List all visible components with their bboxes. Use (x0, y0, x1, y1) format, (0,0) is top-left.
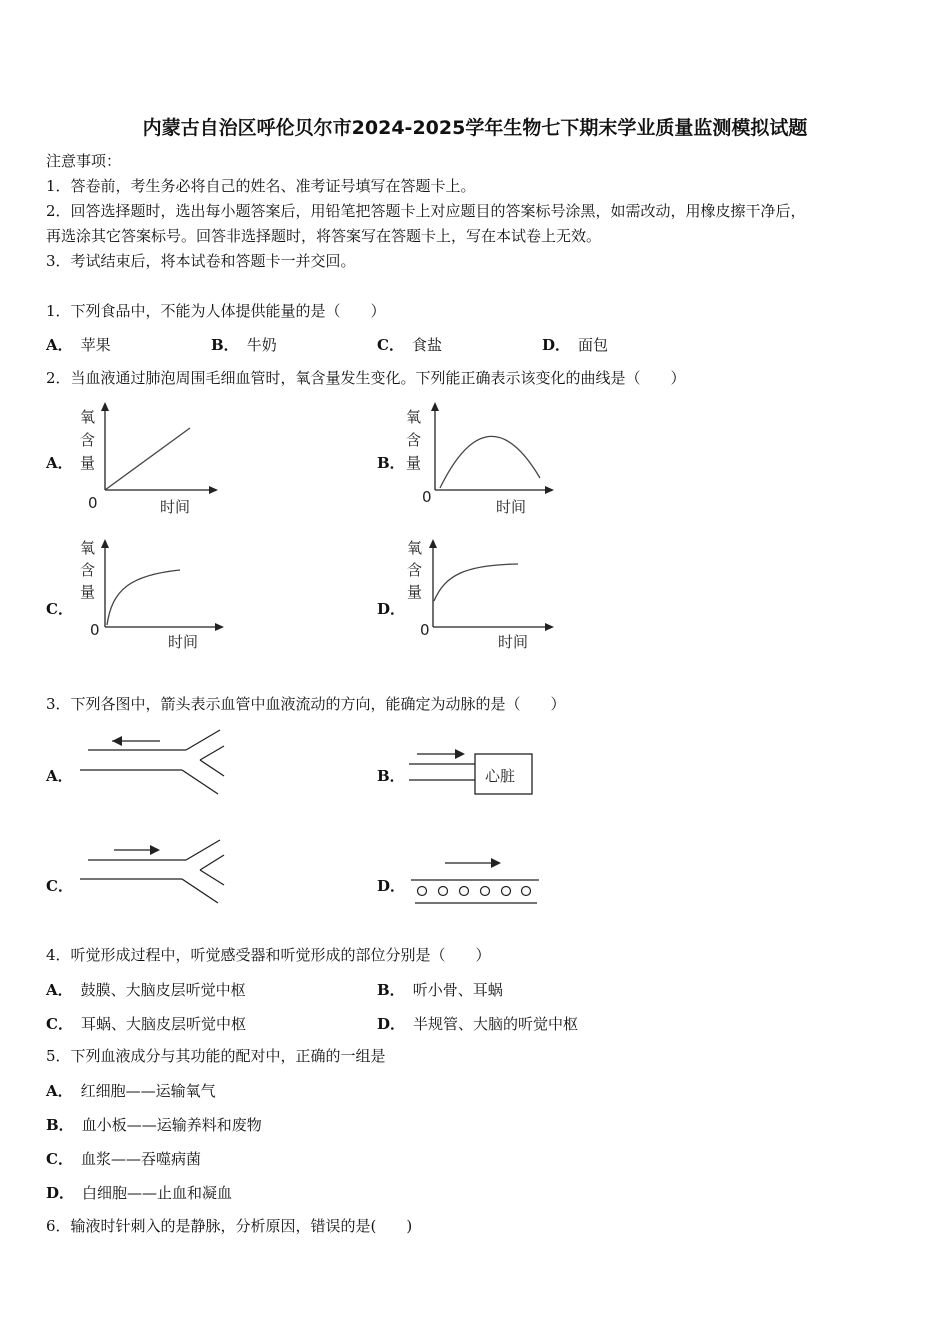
question-1-stem: 1．下列食品中，不能为人体提供能量的是（ ） (46, 302, 386, 320)
y-axis-label-char: 含 (80, 561, 96, 579)
x-axis-label: 时间 (496, 498, 527, 516)
heart-label: 心脏 (485, 767, 516, 785)
oxygen-curve (440, 436, 540, 488)
q5-option-a: A． 红细胞——运输氧气 (46, 1082, 216, 1100)
q1-option-b: B． 牛奶 (211, 336, 277, 354)
question-2-stem: 2．当血液通过肺泡周围毛细血管时，氧含量发生变化。下列能正确表示该变化的曲线是（ ） (46, 369, 686, 387)
q3-vessel-a (76, 728, 236, 798)
q3-option-b-label: B． (377, 767, 405, 785)
q2-graph-d (400, 535, 570, 660)
q3-option-c-label: C． (46, 877, 73, 895)
blood-cell (418, 887, 427, 896)
y-axis-label-char: 含 (80, 431, 96, 449)
q2-option-a-label: A． (46, 454, 73, 472)
y-axis-label-char: 量 (80, 583, 96, 601)
notice-item: 1．答卷前，考生务必将自己的姓名、准考证号填写在答题卡上。 (46, 177, 476, 195)
y-axis-label-char: 量 (406, 454, 422, 472)
q2-option-d-label: D． (377, 600, 406, 618)
q1-option-d: D． 面包 (542, 336, 609, 354)
question-5-stem: 5．下列血液成分与其功能的配对中，正确的一组是 (46, 1047, 386, 1065)
y-axis-label-char: 含 (406, 431, 422, 449)
q2-graph-c (70, 535, 240, 660)
oxygen-curve (434, 564, 518, 601)
x-axis-label: 时间 (498, 633, 529, 651)
origin-label: 0 (90, 621, 100, 639)
q3-option-d-label: D． (377, 877, 406, 895)
q2-option-c-label: C． (46, 600, 73, 618)
question-3-stem: 3．下列各图中，箭头表示血管中血液流动的方向，能确定为动脉的是（ ） (46, 695, 566, 713)
q5-option-d: D． 白细胞——止血和凝血 (46, 1184, 233, 1202)
q1-option-a: A． 苹果 (46, 336, 111, 354)
x-axis-label: 时间 (160, 498, 191, 516)
q3-vessel-b (405, 742, 545, 802)
q4-option-a: A． 鼓膜、大脑皮层听觉中枢 (46, 981, 246, 999)
question-4-stem: 4．听觉形成过程中，听觉感受器和听觉形成的部位分别是（ ） (46, 946, 491, 964)
q3-option-a-label: A． (46, 767, 73, 785)
origin-label: 0 (88, 494, 98, 512)
y-axis-label-char: 量 (407, 583, 423, 601)
notice-heading: 注意事项： (46, 152, 122, 170)
y-axis-label-char: 氧 (80, 539, 96, 557)
origin-label: 0 (422, 488, 432, 506)
oxygen-curve (105, 428, 190, 490)
notice-item: 再选涂其它答案标号。回答非选择题时，将答案写在答题卡上，写在本试卷上无效。 (46, 227, 602, 245)
q2-graph-b (400, 400, 570, 525)
y-axis-label-char: 氧 (80, 408, 96, 426)
blood-cell (460, 887, 469, 896)
oxygen-curve (107, 570, 180, 625)
x-axis-label: 时间 (168, 633, 199, 651)
q2-option-b-label: B． (377, 454, 405, 472)
q5-option-c: C． 血浆——吞噬病菌 (46, 1150, 201, 1168)
y-axis-label-char: 氧 (406, 408, 422, 426)
notice-item: 2．回答选择题时，选出每小题答案后，用铅笔把答题卡上对应题目的答案标号涂黑，如需改动，用橡皮擦干净后， (46, 202, 806, 220)
q1-option-c: C． 食盐 (377, 336, 442, 354)
blood-cell (522, 887, 531, 896)
q3-vessel-c (76, 837, 236, 907)
blood-cell (481, 887, 490, 896)
y-axis-label-char: 氧 (407, 539, 423, 557)
q4-option-c: C． 耳蜗、大脑皮层听觉中枢 (46, 1015, 246, 1033)
page-title: 内蒙古自治区呼伦贝尔市2024-2025学年生物七下期末学业质量监测模拟试题 (142, 117, 808, 139)
q2-graph-a (70, 400, 240, 525)
y-axis-label-char: 量 (80, 454, 96, 472)
origin-label: 0 (420, 621, 430, 639)
blood-cell (439, 887, 448, 896)
q4-option-d: D． 半规管、大脑的听觉中枢 (377, 1015, 579, 1033)
notice-item: 3．考试结束后，将本试卷和答题卡一并交回。 (46, 252, 356, 270)
q5-option-b: B． 血小板——运输养料和废物 (46, 1116, 262, 1134)
blood-cell (502, 887, 511, 896)
q4-option-b: B． 听小骨、耳蜗 (377, 981, 503, 999)
q3-vessel-d (405, 852, 545, 907)
question-6-stem: 6．输液时针刺入的是静脉，分析原因，错误的是( ) (46, 1217, 413, 1235)
y-axis-label-char: 含 (407, 561, 423, 579)
